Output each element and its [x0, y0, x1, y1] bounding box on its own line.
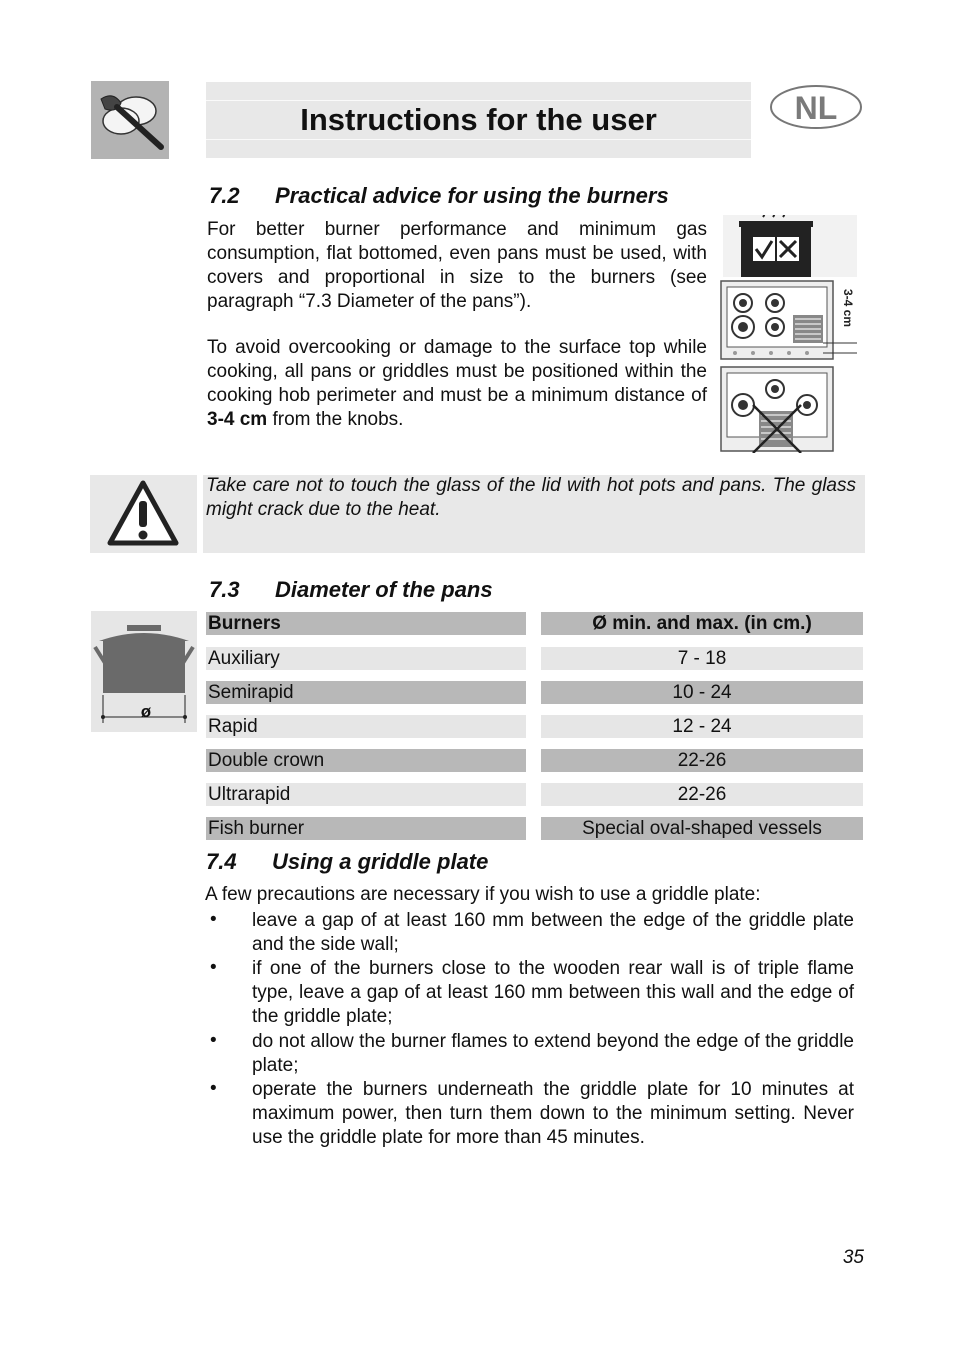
- section-number: 7.4: [206, 849, 237, 874]
- table-cell-burner: Auxiliary: [206, 647, 526, 670]
- table-cell-diameter: 10 - 24: [541, 681, 863, 704]
- section-7-2-heading: [209, 183, 669, 209]
- section-number: 7.3: [209, 577, 240, 602]
- table-cell-diameter: 22-26: [541, 783, 863, 806]
- table-cell-diameter: 12 - 24: [541, 715, 863, 738]
- section-title: Diameter of the pans: [275, 577, 493, 602]
- table-cell-burner: Rapid: [206, 715, 526, 738]
- section-7-4-heading: [206, 849, 488, 875]
- hob-wrong-placement-icon: [721, 367, 833, 453]
- table-cell-burner: Fish burner: [206, 817, 526, 840]
- paragraph-text: To avoid overcooking or damage to the surface top while cooking, all pans or griddles must be positioned within the cooking hob perimeter and must be a minimum distance of: [207, 337, 707, 406]
- distance-label: 3-4 cm: [841, 289, 855, 328]
- chef-spoon-logo-icon: [91, 81, 169, 159]
- list-item: leave a gap of at least 160 mm between the edge of the griddle plate and the side wall;: [252, 910, 854, 955]
- hob-top-view-icon: [721, 281, 857, 359]
- distance-value: 3-4 cm: [207, 409, 268, 430]
- page-number: 35: [842, 1247, 864, 1268]
- table-cell-diameter: 22-26: [541, 749, 863, 772]
- pot-diameter-icon: [91, 611, 197, 732]
- warning-text: Take care not to touch the glass of the lid with hot pots and pans. The glass might crack due to the heat.: [206, 475, 856, 520]
- language-badge-text: NL: [794, 90, 838, 126]
- section-title: Using a griddle plate: [272, 849, 489, 874]
- burner-advice-paragraph-1: For better burner performance and minimum gas consumption, flat bottomed, even pans must be used, with covers and proportional in size to the burners (see paragraph “7.3 Diameter of the pans”).: [207, 219, 707, 312]
- diameter-symbol: ø: [140, 702, 152, 721]
- list-item: if one of the burners close to the wooden rear wall is of triple flame type, leave a gap of at least 160 mm between this wall and the edge of the griddle plate;: [252, 958, 854, 1027]
- table-cell-burner: Semirapid: [206, 681, 526, 704]
- list-item: operate the burners underneath the griddle plate for 10 minutes at maximum power, then turn them down to the minimum setting. Never use the griddle plate for more than 45 minutes.: [252, 1079, 854, 1148]
- language-badge: [769, 84, 863, 130]
- bullet-marker: •: [210, 1030, 217, 1051]
- table-header-diameter: Ø min. and max. (in cm.): [541, 612, 863, 635]
- page-title: Instructions for the user: [300, 102, 657, 137]
- table-cell-diameter: Special oval-shaped vessels: [541, 817, 863, 840]
- burner-usage-figure: [719, 215, 859, 453]
- bullet-marker: •: [210, 957, 217, 978]
- table-header-burners: Burners: [206, 612, 526, 635]
- table-cell-diameter: 7 - 18: [541, 647, 863, 670]
- bullet-marker: •: [210, 909, 217, 930]
- table-cell-burner: Ultrarapid: [206, 783, 526, 806]
- table-cell-burner: Double crown: [206, 749, 526, 772]
- bullet-marker: •: [210, 1078, 217, 1099]
- paragraph-text: from the knobs.: [267, 409, 404, 430]
- section-title: Practical advice for using the burners: [275, 183, 669, 208]
- section-7-3-heading: [209, 577, 493, 603]
- section-number: 7.2: [209, 183, 240, 208]
- warning-triangle-icon: [90, 475, 197, 553]
- pot-check-cross-icon: [723, 215, 857, 277]
- burner-advice-paragraph-2: [207, 336, 707, 432]
- list-item: do not allow the burner flames to extend beyond the edge of the griddle plate;: [252, 1031, 854, 1076]
- griddle-intro: A few precautions are necessary if you wish to use a griddle plate:: [205, 884, 761, 905]
